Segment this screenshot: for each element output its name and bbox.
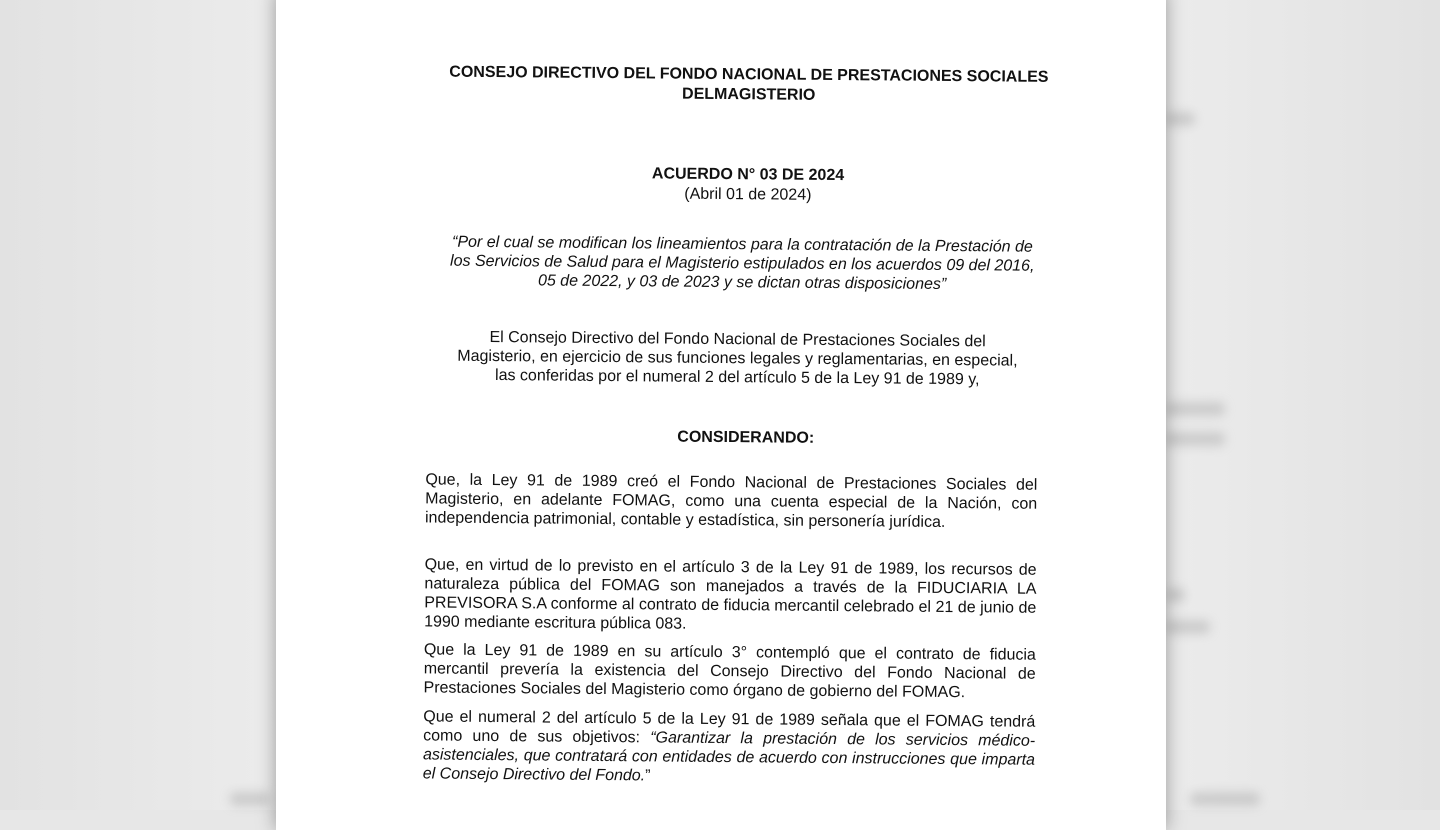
section-title: CONSIDERANDO: bbox=[677, 428, 815, 447]
agreement-date: (Abril 01 de 2024) bbox=[684, 185, 812, 204]
blurred-text-line bbox=[1165, 402, 1225, 416]
blurred-text-line bbox=[1190, 792, 1260, 806]
document-content bbox=[276, 0, 1166, 830]
document-heading: CONSEJO DIRECTIVO DEL FONDO NACIONAL DE PRESTACIONES SOCIALES DELMAGISTERIO bbox=[449, 63, 1049, 104]
considerando-paragraph: Que la Ley 91 de 1989 en su artículo 3° contempló que el contrato de fiducia mercantil prevería la existencia del Consejo Directivo del Fondo Nacional de Prestaciones Sociales del Magisterio como órgano de gobierno del FOMAG. bbox=[423, 641, 1036, 702]
considerando-paragraph bbox=[423, 707, 1036, 788]
paragraph-intro: Que el numeral 2 del artículo 5 de la Ley 91 de 1989 señala que el FOMAG tendrá como uno de sus objetivos: bbox=[423, 708, 1036, 747]
agreement-subject: “Por el cual se modifican los lineamientos para la contratación de la Prestación de los Servicios de Salud para el Magisterio estipulados en los acuerdos 09 del 2016, 05 de 2022, y 03 de 2023 y se dictan otras disposiciones” bbox=[450, 233, 1035, 293]
blurred-text-line bbox=[1165, 432, 1225, 446]
document-page bbox=[276, 0, 1166, 830]
considerando-paragraph: Que, en virtud de lo previsto en el artículo 3 de la Ley 91 de 1989, los recursos de naturaleza pública del FOMAG son manejados a través de la FIDUCIARIA LA PREVISORA S.A conforme al contrato de fiducia mercantil celebrado el 21 de junio de 1990 mediante escritura pública 083. bbox=[424, 556, 1037, 633]
paragraph-end: ” bbox=[645, 767, 651, 785]
paragraph-quote: “Garantizar la prestación de los servicios médico-asistenciales, que contratará con entidades de acuerdo con instrucciones que imparta el Consejo Directivo del Fondo. bbox=[422, 729, 1036, 785]
blurred-text-line bbox=[230, 792, 270, 806]
blurred-text-line bbox=[1165, 620, 1210, 634]
blurred-text-line bbox=[1165, 588, 1185, 602]
preamble-text: El Consejo Directivo del Fondo Nacional de Prestaciones Sociales del Magisterio, en ejercicio de sus funciones legales y reglamentarias, en especial, las conferidas por el numeral 2 del artículo 5 de la Ley 91 de 1989 y, bbox=[457, 328, 1018, 389]
agreement-title: ACUERDO N° 03 DE 2024 bbox=[651, 165, 845, 185]
blurred-text-line bbox=[1165, 112, 1195, 126]
considerando-paragraph: Que, la Ley 91 de 1989 creó el Fondo Nacional de Prestaciones Sociales del Magisterio, en adelante FOMAG, como una cuenta especial de la Nación, con independencia patrimonial, contable y estadística, sin personería jurídica. bbox=[424, 471, 1038, 531]
